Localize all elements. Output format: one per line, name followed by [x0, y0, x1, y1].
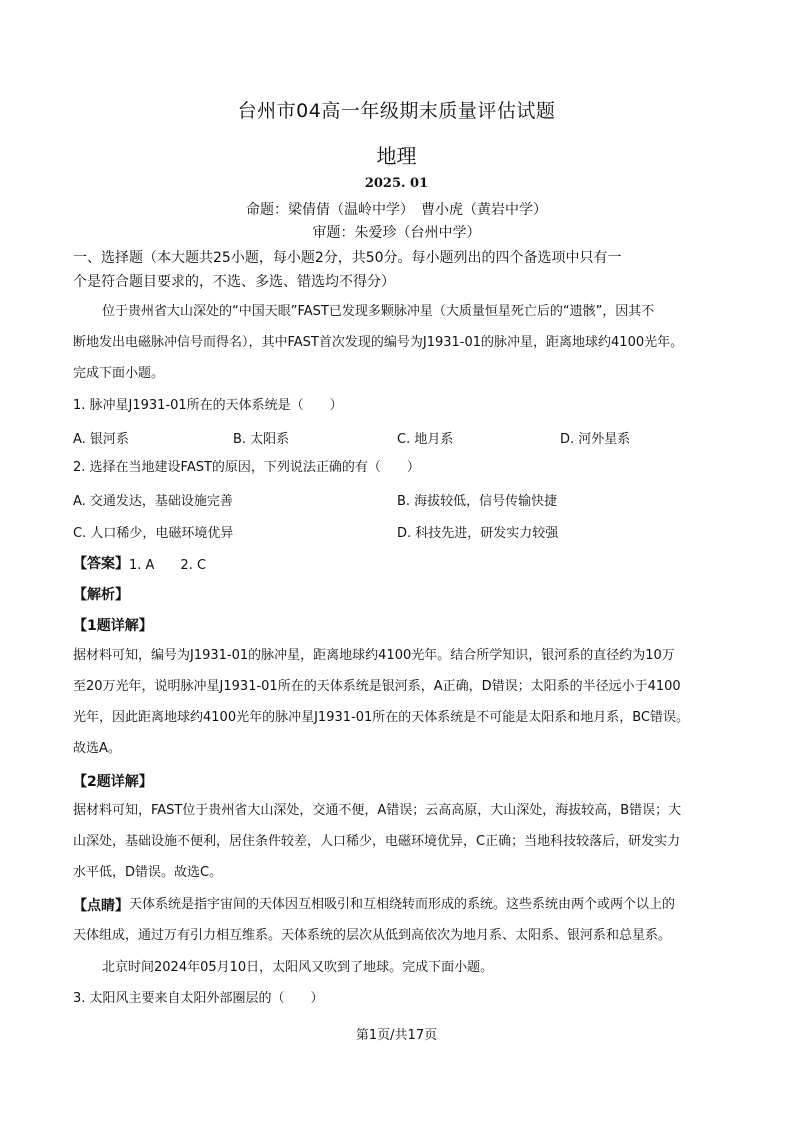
highlight-line2: 天体组成，通过万有引力相互维系。天体系统的层次从低到高依次为地月系、太阳系、银河系和总星系。: [73, 928, 672, 943]
q2-option-c: C. 人口稀少，电磁环境优异: [73, 526, 234, 541]
q1-option-b: B. 太阳系: [233, 432, 290, 447]
detail-2-line2: 山深处，基础设施不便利，居住条件较差，人口稀少，电磁环境优异，C正确；当地科技较落后，研发实力: [73, 834, 681, 849]
question-3-stem: 3. 太阳风主要来自太阳外部圈层的（ ）: [73, 991, 324, 1006]
material1-line3: 完成下面小题。: [73, 366, 165, 381]
detail-1-line2: 至20万光年，说明脉冲星J1931-01所在的天体系统是银河系，A正确，D错误；太阳系的半径远小于4100: [73, 679, 681, 694]
section-heading-line1: 一、选择题（本大题共25小题，每小题2分，共50分。每小题列出的四个备选项中只有一: [73, 250, 622, 266]
detail-2-line3: 水平低，D错误。故选C。: [73, 865, 223, 880]
question-1-stem: 1. 脉冲星J1931-01所在的天体系统是（ ）: [73, 398, 343, 413]
analysis-tag: 【解析】: [73, 587, 129, 603]
detail-1-line1: 据材料可知，编号为J1931-01的脉冲星，距离地球约4100光年。结合所学知识，银河系的直径约为10万: [73, 648, 675, 663]
material1-line2: 断地发出电磁脉冲信号而得名），其中FAST首次发现的编号为J1931-01的脉冲星，距离地球约4100光年。: [73, 335, 684, 350]
highlight-tag: 【点睛】: [73, 898, 129, 914]
exam-title: 台州市04高一年级期末质量评估试题: [237, 100, 556, 122]
subject-title: 地理: [376, 144, 417, 168]
material2-line1: 北京时间2024年05月10日，太阳风又吹到了地球。完成下面小题。: [102, 960, 494, 975]
answer-tag: 【答案】: [73, 556, 129, 572]
detail-1-tag: 【1题详解】: [73, 618, 153, 634]
page-footer: 第1页/共17页: [355, 1028, 438, 1043]
detail-2-tag: 【2题详解】: [73, 774, 153, 790]
q2-option-d: D. 科技先进，研发实力较强: [397, 526, 559, 541]
detail-1-line3: 光年，因此距离地球约4100光年的脉冲星J1931-01所在的天体系统是不可能是太阳系和地月系，BC错误。: [73, 710, 690, 725]
authors-line: 命题：梁倩倩（温岭中学） 曹小虎（黄岩中学）: [246, 202, 547, 218]
q1-option-a: A. 银河系: [73, 432, 129, 447]
answer-text: 1. A 2. C: [129, 558, 207, 573]
question-2-stem: 2. 选择在当地建设FAST的原因，下列说法正确的有（ ）: [73, 460, 420, 475]
detail-1-line4: 故选A。: [73, 741, 121, 756]
reviewer-line: 审题：朱爱珍（台州中学）: [312, 225, 481, 241]
q1-option-d: D. 河外星系: [560, 432, 631, 447]
q1-option-c: C. 地月系: [397, 432, 454, 447]
detail-2-line1: 据材料可知，FAST位于贵州省大山深处，交通不便，A错误；云高高原，大山深处，海拔较高，B错误；大: [73, 803, 682, 818]
q2-option-a: A. 交通发达，基础设施完善: [73, 494, 233, 509]
q2-option-b: B. 海拔较低，信号传输快捷: [397, 494, 558, 509]
exam-date: 2025. 01: [364, 176, 429, 191]
highlight-line1: 天体系统是指宇宙间的天体因互相吸引和互相绕转而形成的系统。这些系统由两个或两个以上的: [129, 897, 676, 912]
section-heading-line2: 个是符合题目要求的，不选、多选、错选均不得分）: [73, 274, 395, 290]
material1-line1: 位于贵州省大山深处的“中国天眼”FAST已发现多颗脉冲星（大质量恒星死亡后的“遗骸”，因其不: [102, 304, 655, 319]
